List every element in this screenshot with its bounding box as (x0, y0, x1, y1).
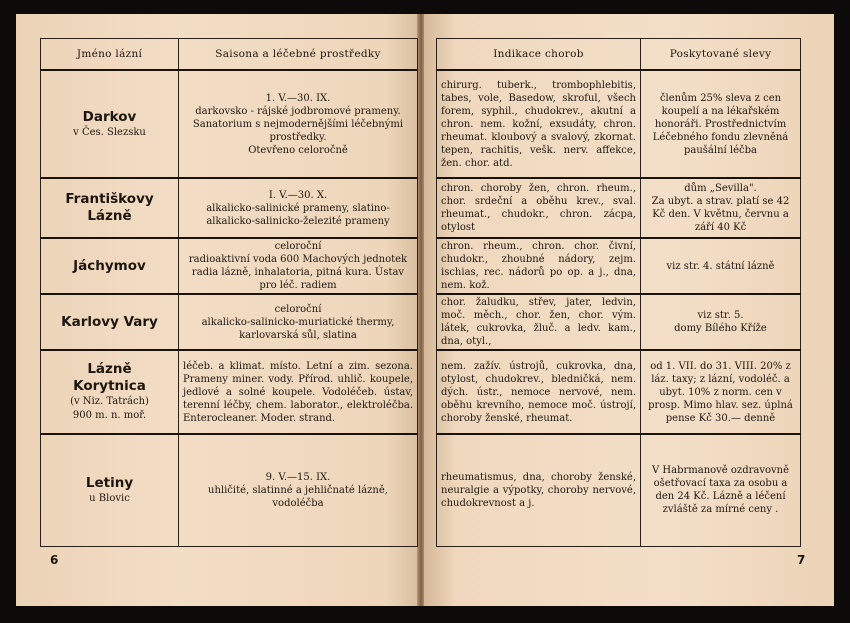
table-row (437, 70, 801, 178)
indications-text: rheumatismus, dna, choroby ženské, neuralgie a výpotky, choroby nervové, chudokrevnost a j. (441, 471, 636, 509)
season-text: léčeb. a klimat. místo. Letní a zim. sezona. Prameny miner. vody. Přírod. uhlič. koupele, jedlové a solné koupele. Vodoléčeb. ústav, terenní léčby, chem. laborator., elektroléčba. Enterocleaner. Moder. strand. (183, 360, 413, 424)
indications-text: nem. zažív. ústrojů, cukrovka, dna, otylost, chudokrev., bledničká, nem. dých. ústr., nemoce nervové, nem. oběhu krevního, nemoce moč. ústrojí, choroby ženské, rheumat. (441, 360, 636, 424)
discount-text: členům 25% sleva z cen koupelí a na lékařském honoráři. Prostřednictvím Léčebného fondu zlevněná paušální léčba (652, 92, 789, 156)
discount-text: viz str. 5. domy Bílého Kříže (674, 310, 767, 334)
spa-location: v Čes. Slezsku (73, 126, 146, 138)
table-row (41, 178, 418, 238)
indications-text: chron. choroby žen, chron. rheum., chor. srdeční a oběhu krev., sval. rheumat., chudokr., chron. zácpa, otylost (441, 183, 636, 233)
season-text: celoroční alkalicko-salinicko-muriatické thermy, karlovarská sůl, slatina (201, 303, 395, 341)
spa-names-table (40, 38, 418, 547)
page-number-right: 7 (797, 553, 806, 567)
season-text: I. V.—30. X. alkalicko-salinické prameny, slatino-alkalicko-salinicko-železité prameny (206, 189, 390, 227)
spa-location: (v Niz. Tatrách) 900 m. n. moř. (70, 396, 149, 421)
indications-text: chor. žaludku, střev, jater, ledvin, moč. měch., chor. žen, chor. vým. látek, cukrovka, žluč. a ledv. kam., dna, otyl., (441, 297, 636, 347)
table-row (41, 238, 418, 294)
spa-name: Letiny (85, 474, 134, 491)
indications-text: chron. rheum., chron. chor. čivní, chudokr., zhoubné nádory, zejm. ischias, rec. nádorů po op. a j., dna, nem. kož. (441, 241, 636, 291)
table-row (437, 294, 801, 350)
table-row (41, 434, 418, 546)
spa-name: Františkovy Lázně (65, 191, 154, 224)
discount-text: V Habrmanově ozdravovně ošetřovací taxa za osobu a den 24 Kč. Lázně a léčení zvláště za mírné ceny . (651, 465, 790, 516)
season-text: 1. V.—30. IX. darkovsko - rájské jodbromové prameny. Sanatorium s nejmodernějšími léčebnými prostředky. Otevřeno celoročně (192, 92, 404, 156)
discount-text: viz str. 4. státní lázně (666, 260, 775, 272)
spa-name: Darkov (82, 108, 137, 125)
indications-text: chirurg. tuberk., trombophlebitis, tabes, vole, Basedow, skroful, všech forem, syphil., chudokrev., akutní a chron. nem. kožní, exsudáty, chron. rheumat. kloubový a svalový, zkornat. tepen, rachitis, vešk. nerv. affekce, žen. chor. atd. (441, 79, 636, 169)
header-indications: Indikace chorob (437, 39, 641, 71)
table-row (41, 350, 418, 434)
table-row (437, 350, 801, 434)
header-discounts: Poskytované slevy (641, 39, 801, 71)
discount-text: od 1. VII. do 31. VIII. 20% z láz. taxy; z lázní, vodoléč. a ubyt. 10% z norm. cen v prosp. Mimo hlav. sez. úplná pense Kč 30.— denně (648, 360, 793, 424)
spa-name: Lázně Korytnica (73, 361, 146, 394)
discount-text: dům „Sevilla". Za ubyt. a strav. platí se 42 Kč den. V květnu, červnu a září 40 Kč (651, 183, 790, 233)
table-row (437, 238, 801, 294)
spa-location: u Blovic (89, 492, 130, 504)
table-row (437, 434, 801, 546)
season-text: celoroční radioaktivní voda 600 Machových jednotek radia lázně, inhalatoria, pitná kura. Ústav pro léč. radiem (188, 241, 408, 291)
table-row (41, 294, 418, 350)
table-row (437, 178, 801, 238)
spa-name: Karlovy Vary (61, 313, 158, 330)
header-season: Saisona a léčebné prostředky (179, 39, 418, 71)
page-number-left: 6 (50, 553, 59, 567)
header-spa-name: Jméno lázní (41, 39, 179, 71)
season-text: 9. V.—15. IX. uhličité, slatinné a jehličnaté lázně, vodoléčba (208, 471, 388, 509)
table-row (41, 70, 418, 178)
spa-name: Jáchymov (73, 257, 146, 274)
indications-table (436, 38, 801, 547)
